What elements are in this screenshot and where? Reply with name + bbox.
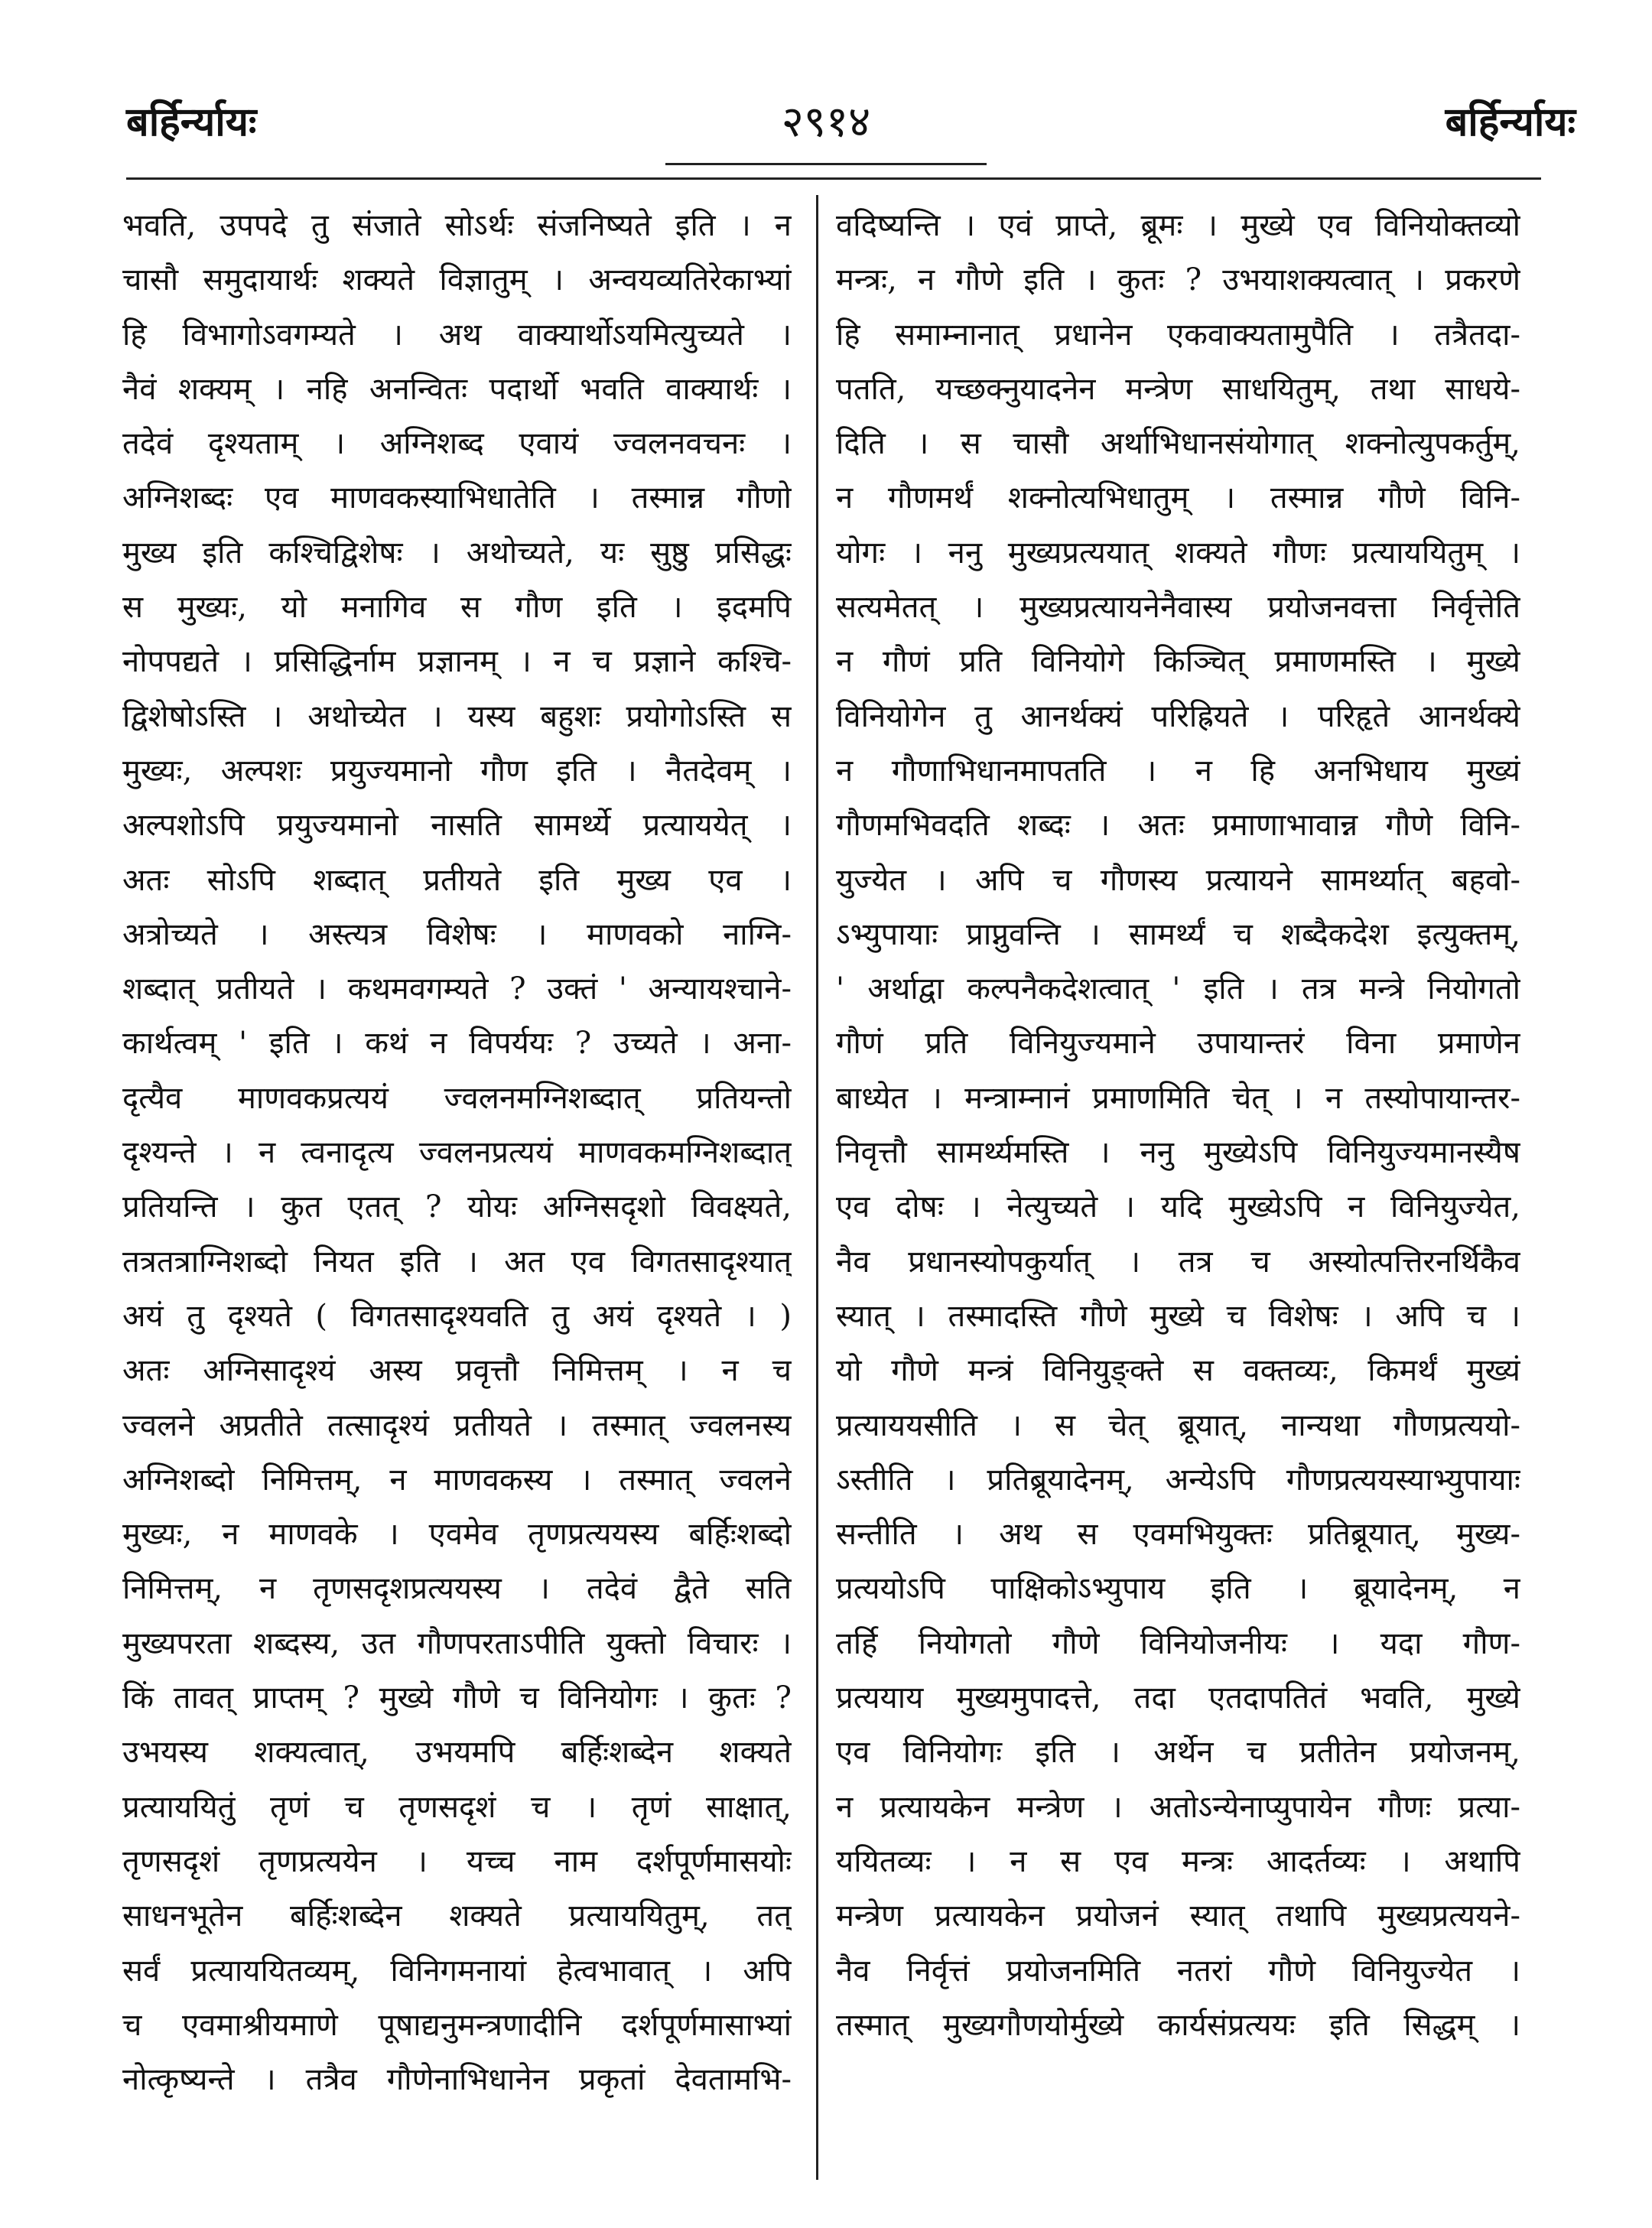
text-line: गौणं प्रति विनियुज्यमाने उपायान्तरं विना प्रमाणेन bbox=[836, 1026, 1520, 1062]
text-line: वदिष्यन्ति । एवं प्राप्ते, ब्रूमः । मुख्ये एव विनियोक्तव्यो bbox=[836, 208, 1520, 243]
header-rule bbox=[126, 177, 1541, 180]
page-number: २९१४ bbox=[781, 97, 871, 147]
text-line: चासौ समुदायार्थः शक्यते विज्ञातुम् । अन्वयव्यतिरेकाभ्यां bbox=[122, 262, 792, 298]
text-line: शब्दात् प्रतीयते । कथमवगम्यते ? उक्तं ' अन्यायश्चाने- bbox=[122, 971, 792, 1007]
text-line: उभयस्य शक्यत्वात्, उभयमपि बर्हिःशब्देन शक्यते bbox=[122, 1735, 792, 1771]
running-title-right: बर्हिर्न्यायः bbox=[1445, 99, 1576, 145]
text-line: तदेवं दृश्यताम् । अग्निशब्द एवायं ज्वलनवचनः । bbox=[122, 426, 792, 462]
text-line: सत्यमेतत् । मुख्यप्रत्यायनेनैवास्य प्रयोजनवत्ता निर्वृत्तेति bbox=[836, 590, 1520, 626]
right-text-column bbox=[836, 199, 1520, 2180]
text-line: च एवमाश्रीयमाणे पूषाद्यनुमन्त्रणादीनि दर्शपूर्णमासाभ्यां bbox=[122, 2007, 792, 2043]
text-line: निवृत्तौ सामर्थ्यमस्ति । ननु मुख्येऽपि विनियुज्यमानस्यैष bbox=[836, 1135, 1520, 1171]
text-line: मन्त्रः, न गौणे इति । कुतः ? उभयाशक्यत्वात् । प्रकरणे bbox=[836, 262, 1520, 298]
text-line: पतति, यच्छक्नुयादनेन मन्त्रेण साधयितुम्, तथा साधये- bbox=[836, 371, 1520, 407]
text-line: विनियोगेन तु आनर्थक्यं परिह्रियते । परिहृते आनर्थक्ये bbox=[836, 698, 1520, 734]
text-line: नोत्कृष्यन्ते । तत्रैव गौणेनाभिधानेन प्रकृतां देवतामभि- bbox=[122, 2062, 792, 2098]
text-line: भवति, उपपदे तु संजाते सोऽर्थः संजनिष्यते इति । न bbox=[122, 208, 792, 243]
text-line: अल्पशोऽपि प्रयुज्यमानो नासति सामर्थ्ये प्रत्याययेत् । bbox=[122, 808, 792, 844]
text-line: सर्वं प्रत्याययितव्यम्, विनिगमनायां हेत्वभावात् । अपि bbox=[122, 1953, 792, 1989]
text-line: न प्रत्यायकेन मन्त्रेण । अतोऽन्येनाप्युपायेन गौणः प्रत्या- bbox=[836, 1789, 1520, 1825]
text-line: ज्वलने अप्रतीते तत्सादृश्यं प्रतीयते । तस्मात् ज्वलनस्य bbox=[122, 1407, 792, 1443]
text-line: मन्त्रेण प्रत्यायकेन प्रयोजनं स्यात् तथापि मुख्यप्रत्ययने- bbox=[836, 1898, 1520, 1934]
text-line: किं तावत् प्राप्तम् ? मुख्ये गौणे च विनियोगः । कुतः ? bbox=[122, 1680, 792, 1716]
text-line: योगः । ननु मुख्यप्रत्ययात् शक्यते गौणः प्रत्याययितुम् । bbox=[836, 535, 1520, 571]
text-line: गौणमभिवदति शब्दः । अतः प्रमाणाभावान्न गौणे विनि- bbox=[836, 808, 1520, 844]
text-line: मुख्यः, अल्पशः प्रयुज्यमानो गौण इति । नैतदेवम् । bbox=[122, 753, 792, 789]
text-line: ययितव्यः । न स एव मन्त्रः आदर्तव्यः । अथापि bbox=[836, 1843, 1520, 1879]
text-line: सन्तीति । अथ स एवमभियुक्तः प्रतिब्रूयात्, मुख्य- bbox=[836, 1517, 1520, 1553]
column-divider bbox=[816, 195, 818, 2180]
text-line: प्रत्याययितुं तृणं च तृणसदृशं च । तृणं साक्षात्, bbox=[122, 1789, 792, 1825]
text-line: युज्येत । अपि च गौणस्य प्रत्यायने सामर्थ्यात् बहवो- bbox=[836, 862, 1520, 898]
text-line: नैव प्रधानस्योपकुर्यात् । तत्र च अस्योत्पत्तिरनर्थिकैव bbox=[836, 1244, 1520, 1280]
text-line: नैव निर्वृत्तं प्रयोजनमिति नतरां गौणे विनियुज्येत । bbox=[836, 1953, 1520, 1989]
text-line: द्विशेषोऽस्ति । अथोच्येत । यस्य बहुशः प्रयोगोऽस्ति स bbox=[122, 698, 792, 734]
text-line: यो गौणे मन्त्रं विनियुङ्क्ते स वक्तव्यः, किमर्थं मुख्यं bbox=[836, 1353, 1520, 1389]
text-line: दिति । स चासौ अर्थाभिधानसंयोगात् शक्नोत्युपकर्तुम्, bbox=[836, 426, 1520, 462]
text-line: प्रत्ययाय मुख्यमुपादत्ते, तदा एतदापतितं भवति, मुख्ये bbox=[836, 1680, 1520, 1716]
text-line: स मुख्यः, यो मनागिव स गौण इति । इदमपि bbox=[122, 590, 792, 626]
text-line: अत्रोच्यते । अस्त्यत्र विशेषः । माणवको नाग्नि- bbox=[122, 916, 792, 952]
text-line: दृत्यैव माणवकप्रत्ययं ज्वलनमग्निशब्दात् प्रतियन्तो bbox=[122, 1080, 792, 1116]
text-line: हि विभागोऽवगम्यते । अथ वाक्यार्थोऽयमित्युच्यते । bbox=[122, 317, 792, 353]
text-line: ऽस्तीति । प्रतिब्रूयादेनम्, अन्येऽपि गौणप्रत्ययस्याभ्युपायाः bbox=[836, 1462, 1520, 1498]
text-line: एव विनियोगः इति । अर्थेन च प्रतीतेन प्रयोजनम्, bbox=[836, 1735, 1520, 1771]
text-line: न गौणाभिधानमापतति । न हि अनभिधाय मुख्यं bbox=[836, 753, 1520, 789]
text-line: नैवं शक्यम् । नहि अनन्वितः पदार्थो भवति वाक्यार्थः । bbox=[122, 371, 792, 407]
text-line: मुख्यपरता शब्दस्य, उत गौणपरताऽपीति युक्तो विचारः । bbox=[122, 1625, 792, 1661]
text-line: अग्निशब्दो निमित्तम्, न माणवकस्य । तस्मात् ज्वलने bbox=[122, 1462, 792, 1498]
running-title-left: बर्हिर्न्यायः bbox=[126, 99, 257, 145]
text-line: ' अर्थाद्वा कल्पनैकदेशत्वात् ' इति । तत्र मन्त्रे नियोगतो bbox=[836, 971, 1520, 1007]
text-line: अतः अग्निसादृश्यं अस्य प्रवृत्तौ निमित्तम् । न च bbox=[122, 1353, 792, 1389]
text-line: तृणसदृशं तृणप्रत्ययेन । यच्च नाम दर्शपूर्णमासयोः bbox=[122, 1843, 792, 1879]
page-number-underline bbox=[665, 163, 987, 165]
text-line: स्यात् । तस्मादस्ति गौणे मुख्ये च विशेषः । अपि च । bbox=[836, 1298, 1520, 1334]
text-line: तर्हि नियोगतो गौणे विनियोजनीयः । यदा गौण- bbox=[836, 1625, 1520, 1661]
text-line: न गौणमर्थं शक्नोत्यभिधातुम् । तस्मान्न गौणे विनि- bbox=[836, 480, 1520, 516]
text-line: अग्निशब्दः एव माणवकस्याभिधातेति । तस्मान्न गौणो bbox=[122, 480, 792, 516]
text-line: नोपपद्यते । प्रसिद्धिर्नाम प्रज्ञानम् । न च प्रज्ञाने कश्चि- bbox=[122, 644, 792, 680]
text-line: कार्थत्वम् ' इति । कथं न विपर्ययः ? उच्यते । अना- bbox=[122, 1026, 792, 1062]
text-line: ऽभ्युपायाः प्राप्नुवन्ति । सामर्थ्यं च शब्दैकदेश इत्युक्तम्, bbox=[836, 916, 1520, 952]
text-line: मुख्यः, न माणवके । एवमेव तृणप्रत्ययस्य बर्हिःशब्दो bbox=[122, 1517, 792, 1553]
text-line: मुख्य इति कश्चिद्विशेषः । अथोच्यते, यः सुष्ठु प्रसिद्धः bbox=[122, 535, 792, 571]
text-line: अतः सोऽपि शब्दात् प्रतीयते इति मुख्य एव । bbox=[122, 862, 792, 898]
text-line: प्रत्याययसीति । स चेत् ब्रूयात्, नान्यथा गौणप्रत्ययो- bbox=[836, 1407, 1520, 1443]
text-line: प्रतियन्ति । कुत एतत् ? योयः अग्निसदृशो विवक्ष्यते, bbox=[122, 1189, 792, 1225]
text-line: साधनभूतेन बर्हिःशब्देन शक्यते प्रत्याययितुम्, तत् bbox=[122, 1898, 792, 1934]
text-line: निमित्तम्, न तृणसदृशप्रत्ययस्य । तदेवं द्वैते सति bbox=[122, 1571, 792, 1607]
text-line: दृश्यन्ते । न त्वनादृत्य ज्वलनप्रत्ययं माणवकमग्निशब्दात् bbox=[122, 1135, 792, 1171]
text-line: हि समाम्नानात् प्रधानेन एकवाक्यतामुपैति । तत्रैतदा- bbox=[836, 317, 1520, 353]
text-line: तस्मात् मुख्यगौणयोर्मुख्ये कार्यसंप्रत्ययः इति सिद्धम् । bbox=[836, 2007, 1520, 2043]
page-header bbox=[0, 0, 1652, 176]
left-text-column bbox=[122, 199, 792, 2180]
text-line: बाध्येत । मन्त्राम्नानं प्रमाणमिति चेत् । न तस्योपायान्तर- bbox=[836, 1080, 1520, 1116]
text-line: प्रत्ययोऽपि पाक्षिकोऽभ्युपाय इति । ब्रूयादेनम्, न bbox=[836, 1571, 1520, 1607]
text-line: तत्रतत्राग्निशब्दो नियत इति । अत एव विगतसादृश्यात् bbox=[122, 1244, 792, 1280]
text-line: न गौणं प्रति विनियोगे किञ्चित् प्रमाणमस्ति । मुख्ये bbox=[836, 644, 1520, 680]
text-line: अयं तु दृश्यते ( विगतसादृश्यवति तु अयं दृश्यते । ) bbox=[122, 1298, 792, 1334]
text-line: एव दोषः । नेत्युच्यते । यदि मुख्येऽपि न विनियुज्येत, bbox=[836, 1189, 1520, 1225]
